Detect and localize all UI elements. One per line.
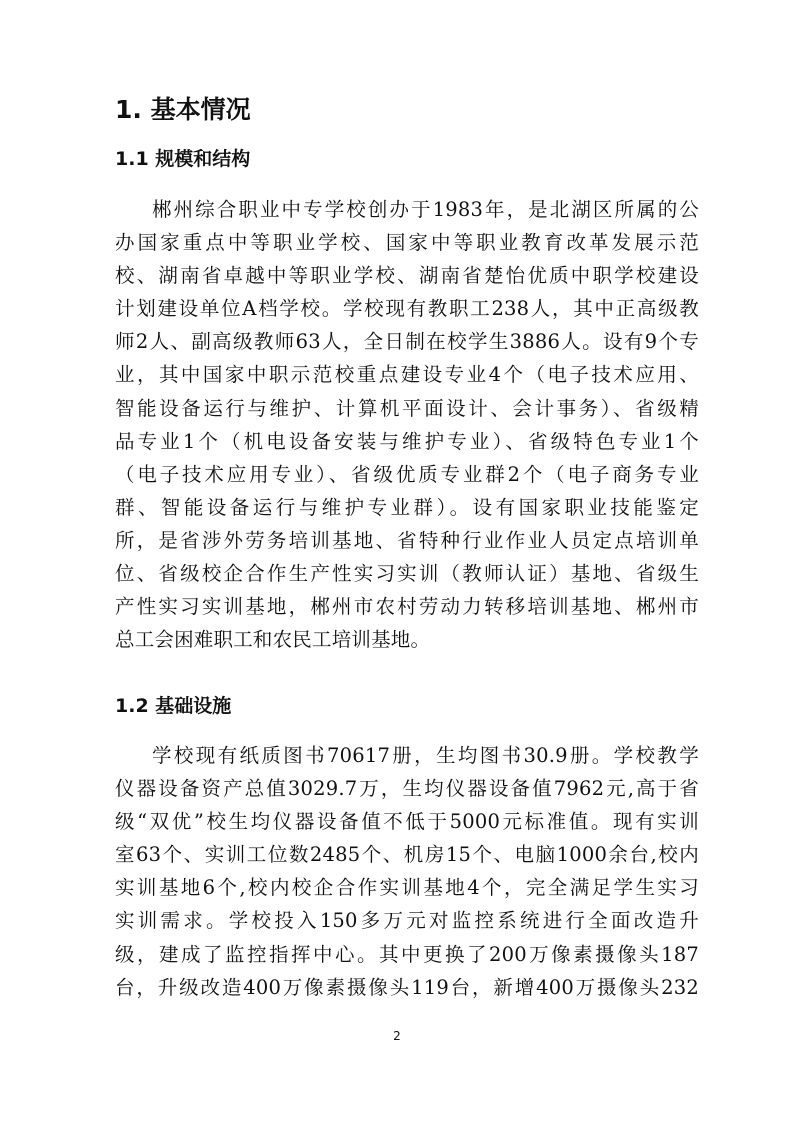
text-line: （电子技术应用专业）、省级优质专业群2个（电子商务专业: [115, 462, 699, 486]
text-line: 师2人、副高级教师63人，全日制在校学生3886人。设有9个专: [115, 330, 699, 354]
text-line: 业，其中国家中职示范校重点建设专业4个（电子技术应用、: [115, 363, 699, 387]
text-line: 品专业1个（机电设备安装与维护专业）、省级特色专业1个: [115, 429, 699, 453]
text-line: 群、智能设备运行与维护专业群）。设有国家职业技能鉴定: [115, 495, 699, 519]
text-line: 校、湖南省卓越中等职业学校、湖南省楚怡优质中职学校建设: [115, 264, 699, 288]
text-line: 台，升级改造400万像素摄像头119台，新增400万摄像头232: [115, 975, 699, 999]
text-line: 级，建成了监控指挥中心。其中更换了200万像素摄像头187: [115, 942, 699, 966]
text-line: 仪器设备资产总值3029.7万，生均仪器设备值7962元,高于省: [115, 777, 699, 801]
text-line: 实训需求。学校投入150多万元对监控系统进行全面改造升: [115, 909, 699, 933]
paragraph-scale-structure: [115, 193, 699, 656]
text-line: 实训基地6个,校内校企合作实训基地4个，完全满足学生实习: [115, 876, 699, 900]
text-line: 室63个、实训工位数2485个、机房15个、电脑1000余台,校内: [115, 843, 699, 867]
paragraph-infrastructure: [115, 739, 699, 1004]
section-heading-basic-info: 1. 基本情况: [115, 95, 251, 124]
text-line: 产性实习实训基地，郴州市农村劳动力转移培训基地、郴州市: [115, 595, 699, 619]
text-line: 学校现有纸质图书70617册，生均图书30.9册。学校教学: [152, 744, 699, 767]
page-number: 2: [393, 1029, 401, 1043]
text-line: 级“双优”校生均仪器设备值不低于5000元标准值。现有实训: [115, 810, 699, 834]
text-line: 位、省级校企合作生产性实习实训（教师认证）基地、省级生: [115, 562, 699, 586]
subsection-title-infrastructure: 1.2 基础设施: [115, 695, 232, 717]
text-line: 总工会困难职工和农民工培训基地。: [115, 628, 431, 652]
text-line: 郴州综合职业中专学校创办于1983年，是北湖区所属的公: [152, 198, 699, 221]
text-line: 计划建设单位A档学校。学校现有教职工238人，其中正高级教: [115, 297, 699, 321]
subsection-title-scale-structure: 1.1 规模和结构: [115, 148, 251, 170]
text-line: 智能设备运行与维护、计算机平面设计、会计事务）、省级精: [115, 396, 699, 420]
text-line: 办国家重点中等职业学校、国家中等职业教育改革发展示范: [115, 231, 699, 255]
text-line: 所，是省涉外劳务培训基地、省特种行业作业人员定点培训单: [115, 528, 699, 552]
